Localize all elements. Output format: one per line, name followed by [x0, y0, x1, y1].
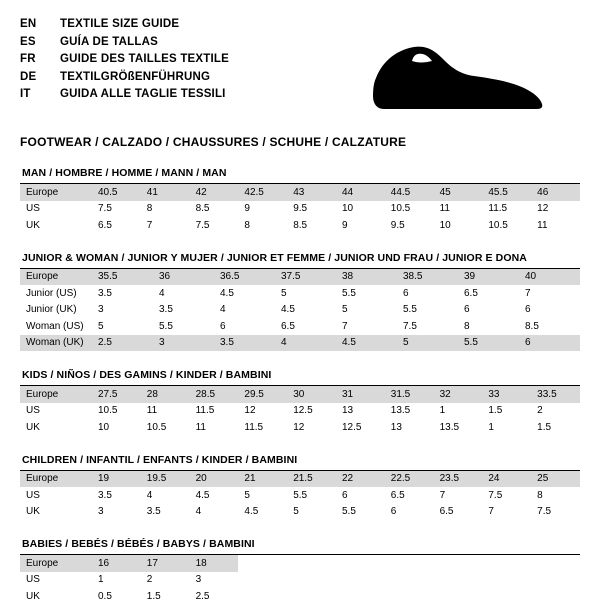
cell-empty	[238, 555, 287, 572]
cell: 7	[488, 506, 494, 518]
cell-empty	[482, 572, 531, 589]
cell: 25	[531, 471, 580, 488]
cell: 10.5	[98, 405, 118, 417]
language-code: FR	[20, 53, 36, 65]
table-row	[20, 217, 580, 234]
cell: 36.5	[214, 269, 275, 286]
language-title: TEXTILGRÖßENFÜHRUNG	[60, 70, 211, 83]
language-code: DE	[20, 70, 37, 83]
cell: 13	[390, 421, 402, 433]
cell: 40.5	[92, 184, 141, 201]
cell: 3	[153, 335, 214, 352]
cell: 9.5	[390, 219, 405, 231]
language-title: TEXTILE SIZE GUIDE	[60, 18, 180, 30]
cell: 13.5	[390, 405, 411, 417]
cell: 2	[146, 574, 153, 586]
group-children	[20, 454, 580, 521]
row-label: UK	[26, 219, 40, 231]
row-label: Junior (US)	[26, 287, 77, 299]
cell: 5.5	[159, 320, 173, 332]
cell: 5	[281, 287, 287, 299]
cell: 6	[341, 489, 348, 501]
table-row	[20, 572, 580, 589]
cell: 11	[195, 421, 206, 433]
cell: 1.5	[146, 590, 161, 602]
cell: 5	[293, 506, 299, 518]
size-table-children	[20, 471, 580, 521]
cell: 6	[220, 320, 226, 332]
cell: 8	[146, 203, 153, 215]
cell: 1.5	[488, 405, 503, 417]
cell: 0.5	[98, 590, 112, 602]
cell: 24	[482, 471, 531, 488]
table-row	[20, 302, 580, 319]
cell: 3	[195, 574, 202, 586]
cell: 10	[98, 421, 110, 433]
cell-empty	[287, 555, 336, 572]
cell: 6.5	[390, 489, 405, 501]
cell: 1	[98, 574, 104, 586]
cell: 1	[488, 421, 494, 433]
row-label: US	[26, 203, 40, 215]
row-label: US	[26, 489, 40, 501]
cell: 4.5	[281, 304, 295, 316]
table-row	[20, 588, 580, 605]
cell: 7	[439, 489, 446, 501]
cell-empty	[287, 588, 336, 605]
language-row	[20, 34, 229, 52]
table-row	[20, 335, 580, 352]
group-title: MAN / HOMBRE / HOMME / MANN / MAN	[20, 167, 580, 184]
cell: 28	[141, 386, 190, 403]
row-label: US	[26, 574, 40, 586]
cell: 5	[98, 320, 104, 332]
cell: 4	[159, 287, 165, 299]
group-title: BABIES / BEBÉS / BÉBÉS / BABYS / BAMBINI	[20, 538, 580, 555]
cell: 8.5	[195, 203, 210, 215]
table-row	[20, 504, 580, 521]
dress-shoe-icon	[362, 30, 562, 118]
cell: 8.5	[525, 320, 539, 332]
group-title: CHILDREN / INFANTIL / ENFANTS / KINDER / BAMBINI	[20, 454, 580, 471]
cell: 4	[146, 489, 153, 501]
cell: 2.5	[92, 335, 153, 352]
cell: 3	[98, 304, 104, 316]
cell: 4.5	[220, 287, 234, 299]
cell: 22.5	[385, 471, 434, 488]
cell: 33	[482, 386, 531, 403]
cell: 4	[220, 304, 226, 316]
language-code: IT	[20, 88, 31, 100]
table-row	[20, 419, 580, 436]
cell-empty	[531, 572, 580, 589]
cell: 4	[195, 506, 202, 518]
size-table-junior-woman	[20, 269, 580, 352]
cell: 5.5	[458, 335, 519, 352]
row-label: Junior (UK)	[26, 304, 77, 316]
cell: 17	[141, 555, 190, 572]
cell: 31.5	[385, 386, 434, 403]
language-title: GUIDE DES TAILLES TEXTILE	[60, 53, 229, 65]
cell: 19	[92, 471, 141, 488]
cell-empty	[238, 588, 287, 605]
row-label: Europe	[20, 386, 92, 403]
cell: 38	[336, 269, 397, 286]
row-label: UK	[26, 421, 40, 433]
cell: 22	[336, 471, 385, 488]
cell: 9	[244, 203, 250, 215]
cell: 2	[537, 405, 543, 417]
cell: 11.5	[488, 203, 508, 215]
cell: 5.5	[341, 506, 356, 518]
row-label: Woman (UK)	[20, 335, 92, 352]
cell: 37.5	[275, 269, 336, 286]
cell-empty	[336, 572, 385, 589]
cell: 30	[287, 386, 336, 403]
row-label: Woman (US)	[26, 320, 84, 332]
language-row	[20, 16, 229, 34]
cell: 42	[190, 184, 239, 201]
table-row	[20, 386, 580, 403]
group-man	[20, 167, 580, 234]
page-header	[20, 16, 580, 118]
table-row	[20, 269, 580, 286]
cell: 31	[336, 386, 385, 403]
cell: 10.5	[390, 203, 411, 215]
cell: 20	[190, 471, 239, 488]
cell: 7	[146, 219, 153, 231]
cell: 21	[238, 471, 287, 488]
cell: 10.5	[146, 421, 167, 433]
row-label: UK	[26, 590, 40, 602]
cell-empty	[482, 588, 531, 605]
cell: 43	[287, 184, 336, 201]
cell-empty	[482, 555, 531, 572]
cell-empty	[531, 555, 580, 572]
cell: 8	[537, 489, 543, 501]
cell: 5	[397, 335, 458, 352]
cell: 6.5	[464, 287, 478, 299]
cell: 11.5	[195, 405, 215, 417]
cell: 16	[92, 555, 141, 572]
cell: 23.5	[434, 471, 483, 488]
cell: 8	[464, 320, 470, 332]
cell-empty	[336, 555, 385, 572]
cell: 5	[342, 304, 348, 316]
size-table-babies	[20, 555, 580, 605]
cell: 4.5	[195, 489, 210, 501]
cell: 3.5	[98, 489, 112, 501]
cell: 1.5	[537, 421, 552, 433]
group-babies	[20, 538, 580, 605]
cell: 21.5	[287, 471, 336, 488]
cell: 1	[439, 405, 446, 417]
cell: 13	[341, 405, 354, 417]
cell: 7	[525, 287, 531, 299]
cell: 32	[434, 386, 483, 403]
cell: 6.5	[439, 506, 454, 518]
footwear-section-title: FOOTWEAR / CALZADO / CHAUSSURES / SCHUHE / CALZATURE	[20, 135, 407, 149]
cell: 7.5	[488, 489, 503, 501]
cell: 7.5	[537, 506, 552, 518]
cell: 27.5	[92, 386, 141, 403]
cell: 44	[336, 184, 385, 201]
cell-empty	[385, 555, 434, 572]
cell-empty	[434, 588, 483, 605]
cell: 19.5	[141, 471, 190, 488]
cell: 4.5	[244, 506, 259, 518]
cell: 45.5	[482, 184, 531, 201]
cell: 28.5	[190, 386, 239, 403]
cell: 5	[244, 489, 250, 501]
cell: 35.5	[92, 269, 153, 286]
cell-empty	[531, 588, 580, 605]
cell: 13.5	[439, 421, 460, 433]
group-title: KIDS / NIÑOS / DES GAMINS / KINDER / BAMBINI	[20, 369, 580, 386]
cell-empty	[287, 572, 336, 589]
cell: 39	[458, 269, 519, 286]
row-label: Europe	[20, 184, 92, 201]
cell: 3.5	[146, 506, 161, 518]
cell: 5.5	[342, 287, 356, 299]
size-table-man	[20, 184, 580, 234]
cell: 9.5	[293, 203, 308, 215]
cell: 6	[464, 304, 470, 316]
size-table-kids	[20, 386, 580, 436]
cell-empty	[336, 588, 385, 605]
cell: 6	[525, 304, 531, 316]
cell: 12.5	[341, 421, 362, 433]
cell: 12	[537, 203, 549, 215]
language-title: GUÍA DE TALLAS	[60, 35, 158, 48]
row-label: Europe	[20, 269, 92, 286]
group-junior-woman	[20, 252, 580, 352]
cell: 12	[244, 405, 256, 417]
cell: 44.5	[385, 184, 434, 201]
cell: 5.5	[403, 304, 417, 316]
cell: 42.5	[238, 184, 287, 201]
cell-empty	[434, 555, 483, 572]
cell: 6	[390, 506, 397, 518]
cell-empty	[385, 572, 434, 589]
row-label: UK	[26, 506, 40, 518]
cell: 10	[341, 203, 354, 215]
table-row	[20, 184, 580, 201]
cell-empty	[434, 572, 483, 589]
cell: 29.5	[238, 386, 287, 403]
cell: 4.5	[336, 335, 397, 352]
group-title: JUNIOR & WOMAN / JUNIOR Y MUJER / JUNIOR ET FEMME / JUNIOR UND FRAU / JUNIOR E DONA	[20, 252, 580, 269]
cell: 41	[141, 184, 190, 201]
row-label: US	[26, 405, 40, 417]
cell: 36	[153, 269, 214, 286]
table-row	[20, 487, 580, 504]
cell: 7.5	[98, 203, 112, 215]
cell: 6.5	[281, 320, 295, 332]
cell: 10	[439, 219, 451, 231]
table-row	[20, 285, 580, 302]
cell: 11	[146, 405, 158, 417]
table-row	[20, 318, 580, 335]
language-code: EN	[20, 18, 37, 30]
language-row	[20, 51, 229, 69]
cell-empty	[385, 588, 434, 605]
cell: 3.5	[159, 304, 173, 316]
cell-empty	[238, 572, 287, 589]
table-row	[20, 555, 580, 572]
cell: 3.5	[214, 335, 275, 352]
cell: 8	[244, 219, 250, 231]
language-row	[20, 69, 229, 87]
cell: 12.5	[293, 405, 313, 417]
group-kids	[20, 369, 580, 436]
cell: 8.5	[293, 219, 308, 231]
cell: 9	[341, 219, 348, 231]
cell: 5.5	[293, 489, 308, 501]
cell: 2.5	[195, 590, 210, 602]
cell: 3	[98, 506, 104, 518]
cell: 7.5	[195, 219, 210, 231]
cell: 38.5	[397, 269, 458, 286]
cell: 40	[519, 269, 580, 286]
cell: 6.5	[98, 219, 112, 231]
cell: 11	[439, 203, 450, 215]
cell: 10.5	[488, 219, 508, 231]
cell: 11.5	[244, 421, 264, 433]
row-label: Europe	[20, 471, 92, 488]
language-row	[20, 86, 229, 104]
cell: 18	[190, 555, 239, 572]
table-row	[20, 201, 580, 218]
language-title-list	[20, 16, 229, 104]
language-title: GUIDA ALLE TAGLIE TESSILI	[60, 88, 226, 100]
language-code: ES	[20, 35, 36, 48]
cell: 45	[434, 184, 483, 201]
cell: 33.5	[531, 386, 580, 403]
row-label: Europe	[20, 555, 92, 572]
cell: 11	[537, 219, 548, 231]
table-row	[20, 403, 580, 420]
cell: 7	[342, 320, 348, 332]
cell: 7.5	[403, 320, 417, 332]
cell: 12	[293, 421, 305, 433]
cell: 6	[403, 287, 409, 299]
cell: 46	[531, 184, 580, 201]
cell: 6	[519, 335, 580, 352]
table-row	[20, 471, 580, 488]
cell: 4	[275, 335, 336, 352]
cell: 3.5	[98, 287, 112, 299]
